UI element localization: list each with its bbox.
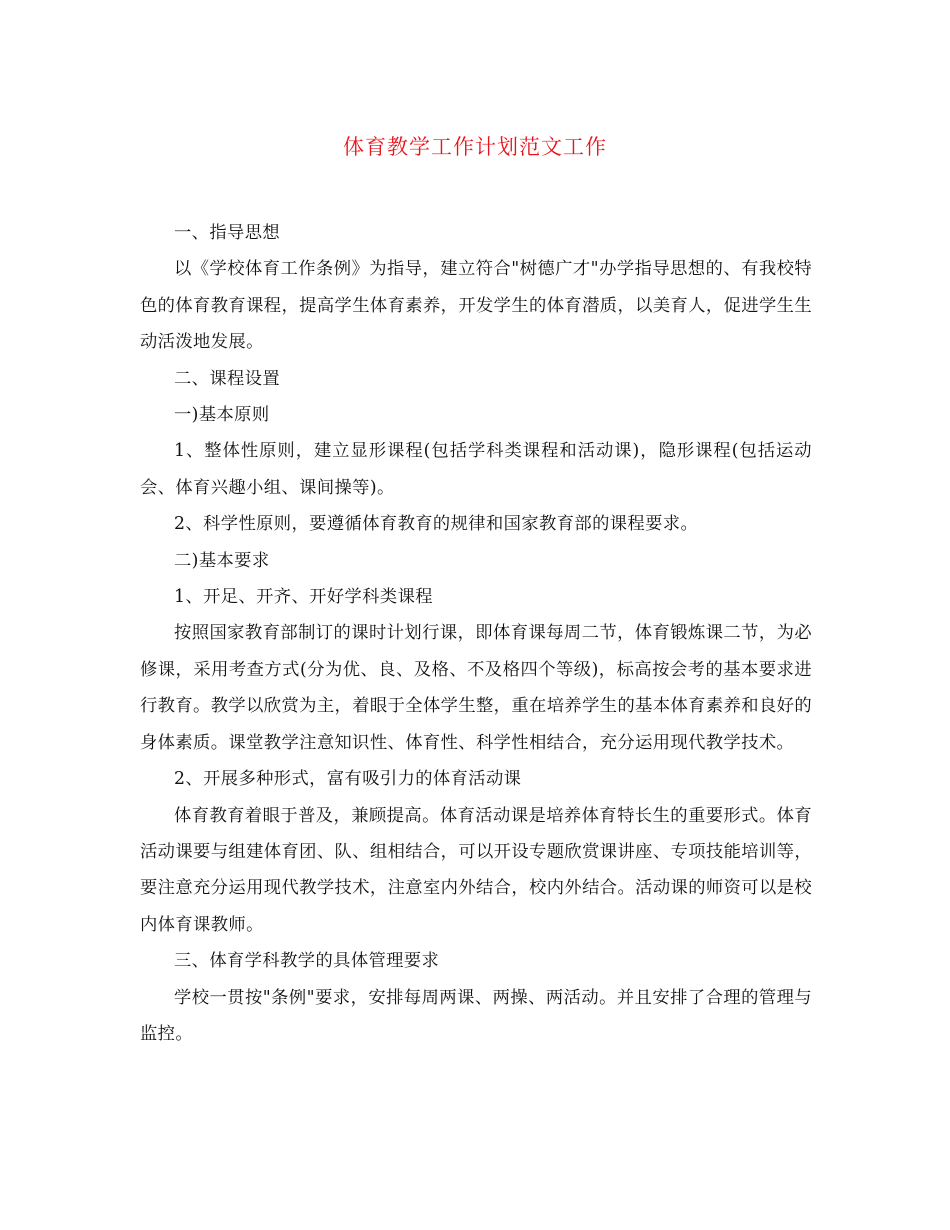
item-activity-courses: 2、开展多种形式，富有吸引力的体育活动课 (174, 769, 522, 790)
subheading-basic-principles: 一)基本原则 (174, 405, 270, 426)
paragraph-management-requirements: 学校一贯按"条例"要求，安排每周两课、两操、两活动。并且安排了合理的管理与监控。 (140, 987, 812, 1044)
paragraph-integrity-principle: 1、整体性原则，建立显形课程(包括学科类课程和活动课)，隐形课程(包括运动会、体育兴趣小组、课间操等)。 (140, 441, 812, 498)
heading-course-setup: 二、课程设置 (174, 368, 281, 389)
heading-management-requirements: 三、体育学科教学的具体管理要求 (174, 951, 440, 972)
subheading-basic-requirements: 二)基本要求 (174, 550, 270, 571)
document-body (140, 215, 812, 1052)
paragraph-activity-courses: 体育教育着眼于普及，兼顾提高。体育活动课是培养体育特长生的重要形式。体育活动课要与组建体育团、队、组相结合，可以开设专题欣赏课讲座、专项技能培训等，要注意充分运用现代教学技术，注意室内外结合，校内外结合。活动课的师资可以是校内体育课教师。 (140, 805, 812, 935)
paragraph-guiding-ideology: 以《学校体育工作条例》为指导，建立符合"树德广才"办学指导思想的、有我校特色的体育教育课程，提高学生体育素养，开发学生的体育潜质，以美育人，促进学生生动活泼地发展。 (140, 259, 812, 353)
document-title: 体育教学工作计划范文工作 (343, 135, 607, 159)
heading-guiding-ideology: 一、指导思想 (174, 223, 281, 243)
paragraph-scientific-principle: 2、科学性原则，要遵循体育教育的规律和国家教育部的课程要求。 (174, 514, 699, 535)
item-subject-courses: 1、开足、开齐、开好学科类课程 (174, 587, 433, 608)
paragraph-subject-courses: 按照国家教育部制订的课时计划行课，即体育课每周二节，体育锻炼课二节，为必修课，采用考查方式(分为优、良、及格、不及格四个等级)，标高按会考的基本要求进行教育。教学以欣赏为主，着眼于全体学生整，重在培养学生的基本体育素养和良好的身体素质。课堂教学注意知识性、体育性、科学性相结合，充分运用现代教学技术。 (140, 623, 812, 753)
